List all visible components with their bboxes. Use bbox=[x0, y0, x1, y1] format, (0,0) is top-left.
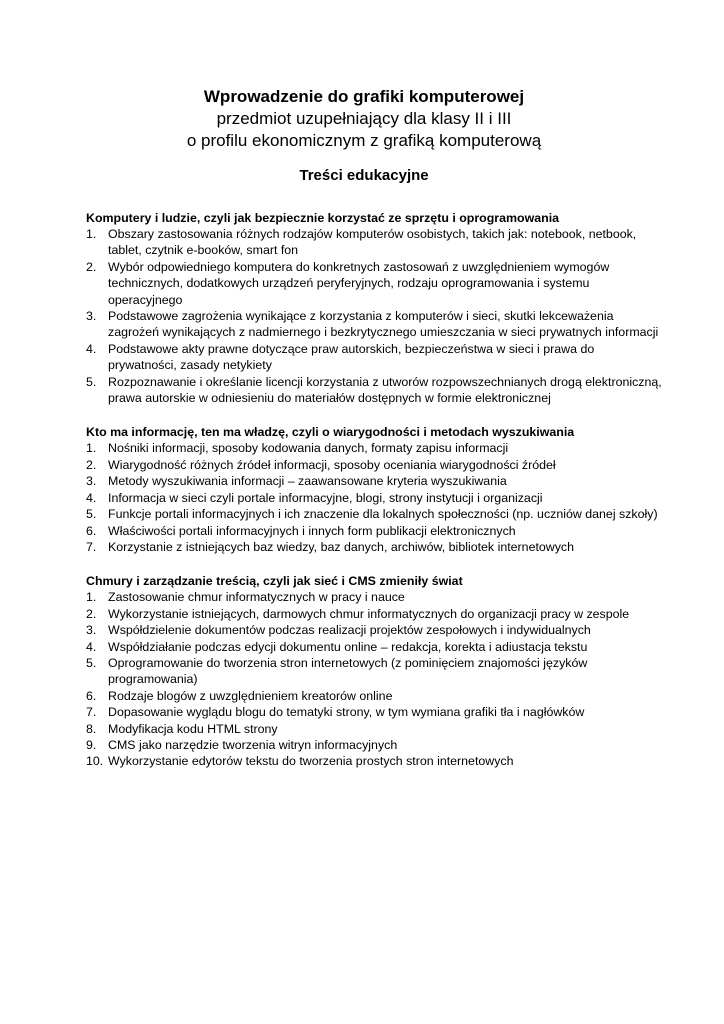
section-list bbox=[86, 440, 664, 555]
section-heading: Chmury i zarządzanie treścią, czyli jak sieć i CMS zmieniły świat bbox=[86, 574, 463, 589]
list-item bbox=[86, 704, 664, 720]
list-item-number: 3. bbox=[86, 474, 97, 489]
section-list bbox=[86, 226, 664, 406]
list-item-number: 1. bbox=[86, 441, 97, 456]
list-item bbox=[86, 721, 664, 737]
list-item-text: Wykorzystanie istniejących, darmowych chmur informatycznych do organizacji pracy w zespole bbox=[108, 606, 630, 621]
list-item bbox=[86, 737, 664, 753]
list-item bbox=[86, 523, 664, 539]
list-item-number: 1. bbox=[86, 227, 97, 241]
section-heading: Kto ma informację, ten ma władzę, czyli o wiarygodności i metodach wyszukiwania bbox=[86, 425, 575, 440]
list-item-text: Dopasowanie wyglądu blogu do tematyki strony, w tym wymiana grafiki tła i nagłówków bbox=[108, 705, 585, 720]
list-item-text: Nośniki informacji, sposoby kodowania danych, formaty zapisu informacji bbox=[108, 441, 509, 456]
list-item-text: Wiarygodność różnych źródeł informacji, sposoby oceniania wiarygodności źródeł bbox=[108, 457, 556, 472]
list-item-text: Metody wyszukiwania informacji – zaawansowane kryteria wyszukiwania bbox=[108, 474, 507, 489]
list-item-text: Współdziałanie podczas edycji dokumentu online – redakcja, korekta i adiustacja tekstu bbox=[108, 639, 588, 654]
list-item-text: Właściwości portali informacyjnych i innych form publikacji elektronicznych bbox=[108, 523, 516, 538]
list-item-text: Korzystanie z istniejących baz wiedzy, baz danych, archiwów, bibliotek internetowych bbox=[108, 539, 575, 554]
list-item-text: Współdzielenie dokumentów podczas realizacji projektów zespołowych i indywidualnych bbox=[108, 623, 591, 638]
list-item-number: 5. bbox=[86, 507, 97, 522]
list-item bbox=[86, 374, 664, 407]
list-item bbox=[86, 457, 664, 473]
list-item-number: 5. bbox=[86, 374, 97, 389]
list-item-text: Podstawowe akty prawne dotyczące praw autorskich, bezpieczeństwa w sieci i prawa do prywatności, zasady netykiety bbox=[108, 341, 595, 373]
list-item-text: CMS jako narzędzie tworzenia witryn informacyjnych bbox=[108, 737, 398, 752]
title-block bbox=[86, 86, 642, 186]
list-item bbox=[86, 606, 664, 622]
list-item bbox=[86, 308, 664, 341]
document-subtitle-line1: przedmiot uzupełniający dla klasy II i III bbox=[216, 109, 512, 128]
list-item bbox=[86, 539, 664, 555]
list-item-text: Rodzaje blogów z uwzględnieniem kreatorów online bbox=[108, 688, 393, 703]
list-item bbox=[86, 341, 664, 374]
list-item-number: 4. bbox=[86, 341, 97, 356]
list-item-number: 6. bbox=[86, 523, 97, 538]
list-item bbox=[86, 655, 664, 688]
list-item-number: 1. bbox=[86, 590, 97, 605]
document-title: Wprowadzenie do grafiki komputerowej bbox=[203, 87, 525, 106]
list-item-text: Oprogramowanie do tworzenia stron internetowych (z pominięciem znajomości języków programowania) bbox=[108, 655, 588, 687]
list-item-number: 7. bbox=[86, 705, 97, 720]
content-heading: Treści edukacyjne bbox=[299, 167, 429, 184]
list-item bbox=[86, 440, 664, 456]
list-item-text: Wybór odpowiedniego komputera do konkretnych zastosowań z uwzględnieniem wymogów technicznych, dodatkowych urządzeń peryferyjnych, rodzaju oprogramowania i systemu operacyjnego bbox=[108, 259, 610, 307]
list-item-text: Zastosowanie chmur informatycznych w pracy i nauce bbox=[108, 590, 405, 605]
list-item-number: 9. bbox=[86, 737, 97, 752]
list-item-number: 8. bbox=[86, 721, 97, 736]
document-subtitle-line2: o profilu ekonomicznym z grafiką komputerową bbox=[186, 131, 542, 150]
list-item bbox=[86, 226, 664, 259]
list-item-number: 2. bbox=[86, 259, 97, 274]
list-item-number: 4. bbox=[86, 490, 97, 505]
list-item bbox=[86, 639, 664, 655]
section-heading: Komputery i ludzie, czyli jak bezpiecznie korzystać ze sprzętu i oprogramowania bbox=[86, 211, 560, 225]
list-item bbox=[86, 753, 664, 769]
list-item-text: Rozpoznawanie i określanie licencji korzystania z utworów rozpowszechnianych drogą elektroniczną, prawa autorskie w odniesieniu do materiałów dostępnych w formie elektronicznej bbox=[108, 374, 662, 406]
list-item-number: 3. bbox=[86, 623, 97, 638]
section-list bbox=[86, 589, 664, 769]
list-item bbox=[86, 589, 664, 605]
list-item-number: 5. bbox=[86, 655, 97, 670]
list-item-text: Wykorzystanie edytorów tekstu do tworzenia prostych stron internetowych bbox=[108, 754, 514, 769]
list-item bbox=[86, 688, 664, 704]
list-item-number: 3. bbox=[86, 309, 97, 324]
list-item bbox=[86, 622, 664, 638]
list-item-text: Funkcje portali informacyjnych i ich znaczenie dla lokalnych społeczności (np. uczniów danej szkoły) bbox=[108, 507, 658, 522]
list-item-text: Obszary zastosowania różnych rodzajów komputerów osobistych, takich jak: notebook, netbook, tablet, czytnik e-booków, smart fon bbox=[108, 227, 637, 258]
list-item bbox=[86, 506, 664, 522]
list-item-text: Informacja w sieci czyli portale informacyjne, blogi, strony instytucji i organizacji bbox=[108, 490, 543, 505]
list-item bbox=[86, 490, 664, 506]
list-item-text: Modyfikacja kodu HTML strony bbox=[108, 721, 278, 736]
list-item-number: 10. bbox=[86, 754, 104, 769]
list-item-number: 2. bbox=[86, 606, 97, 621]
list-item-number: 6. bbox=[86, 688, 97, 703]
list-item-number: 7. bbox=[86, 539, 97, 554]
list-item-text: Podstawowe zagrożenia wynikające z korzystania z komputerów i sieci, skutki lekceważenia zagrożeń wynikających z nadmiernego i bezkrytycznego umieszczania w sieci prywatnych informacji bbox=[108, 309, 659, 340]
list-item bbox=[86, 473, 664, 489]
list-item-number: 4. bbox=[86, 639, 97, 654]
list-item bbox=[86, 259, 664, 308]
list-item-number: 2. bbox=[86, 457, 97, 472]
